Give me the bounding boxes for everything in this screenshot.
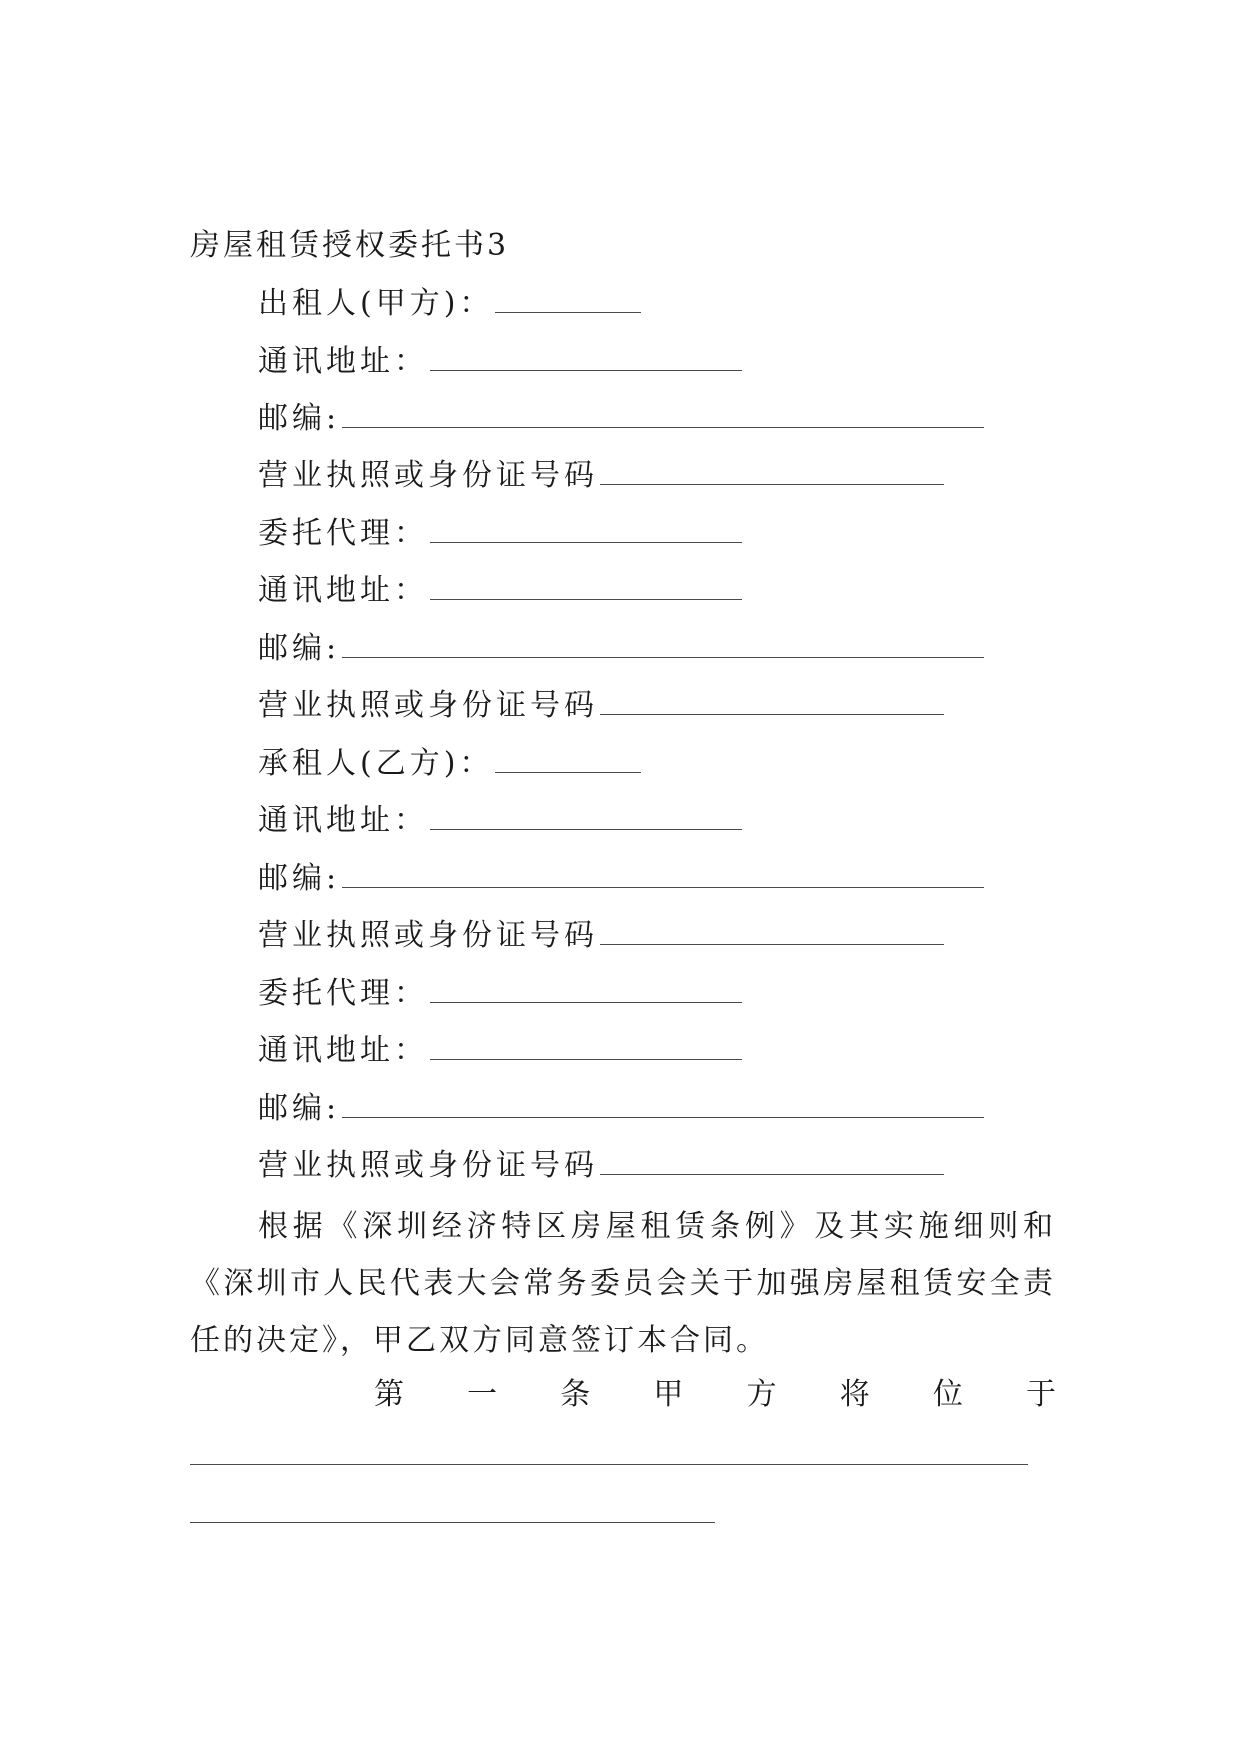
article-one-heading bbox=[374, 1375, 1056, 1415]
blank-line[interactable] bbox=[342, 397, 984, 428]
blank-line[interactable] bbox=[342, 857, 984, 888]
article-char: 位 bbox=[932, 1377, 963, 1412]
field-postcode bbox=[258, 1087, 984, 1129]
field-label: 出租人(甲方)： bbox=[258, 286, 494, 321]
field-label: 邮编: bbox=[258, 401, 341, 436]
field-postcode bbox=[258, 397, 984, 439]
field-agent bbox=[258, 512, 742, 554]
field-postcode bbox=[258, 857, 984, 899]
blank-line[interactable] bbox=[430, 1029, 742, 1060]
article-char: 方 bbox=[746, 1377, 777, 1412]
field-postcode bbox=[258, 627, 984, 669]
field-address bbox=[258, 1029, 742, 1071]
field-label: 营业执照或身份证号码 bbox=[258, 688, 598, 723]
field-address bbox=[258, 340, 742, 382]
field-label: 邮编: bbox=[258, 861, 341, 896]
article-char: 第 bbox=[374, 1377, 404, 1412]
blank-line[interactable] bbox=[430, 569, 742, 600]
field-id-number bbox=[258, 454, 944, 496]
blank-line[interactable] bbox=[600, 454, 944, 485]
field-label: 委托代理： bbox=[258, 516, 428, 551]
blank-line[interactable] bbox=[430, 799, 742, 830]
blank-line[interactable] bbox=[342, 627, 984, 658]
field-label: 营业执照或身份证号码 bbox=[258, 918, 598, 953]
blank-line[interactable] bbox=[190, 1522, 715, 1523]
field-label: 邮编: bbox=[258, 1091, 341, 1126]
field-label: 通讯地址： bbox=[258, 344, 428, 379]
field-id-number bbox=[258, 914, 944, 956]
field-lessor bbox=[258, 282, 641, 324]
blank-line[interactable] bbox=[190, 1464, 1028, 1465]
field-agent bbox=[258, 972, 742, 1014]
field-id-number bbox=[258, 684, 944, 726]
article-char: 于 bbox=[1025, 1377, 1056, 1412]
field-id-number bbox=[258, 1144, 944, 1186]
blank-line[interactable] bbox=[600, 684, 944, 715]
article-char: 条 bbox=[560, 1377, 591, 1412]
field-label: 邮编: bbox=[258, 631, 341, 666]
blank-line[interactable] bbox=[600, 914, 944, 945]
field-address bbox=[258, 799, 742, 841]
blank-line[interactable] bbox=[430, 340, 742, 371]
field-label: 营业执照或身份证号码 bbox=[258, 458, 598, 493]
blank-line[interactable] bbox=[600, 1144, 944, 1175]
blank-line[interactable] bbox=[342, 1087, 984, 1118]
field-label: 通讯地址： bbox=[258, 803, 428, 838]
blank-line[interactable] bbox=[495, 742, 641, 773]
field-label: 通讯地址： bbox=[258, 1033, 428, 1068]
field-label: 承租人(乙方)： bbox=[258, 746, 494, 781]
article-char: 一 bbox=[467, 1377, 498, 1412]
field-lessee bbox=[258, 742, 641, 784]
blank-line[interactable] bbox=[430, 512, 742, 543]
blank-line[interactable] bbox=[430, 972, 742, 1003]
blank-line[interactable] bbox=[495, 282, 641, 313]
article-char: 将 bbox=[839, 1377, 870, 1412]
document-title: 房屋租赁授权委托书3 bbox=[190, 228, 510, 263]
article-char: 甲 bbox=[653, 1377, 684, 1412]
field-address bbox=[258, 569, 742, 611]
intro-paragraph: 根据《深圳经济特区房屋租赁条例》及其实施细则和《深圳市人民代表大会常务委员会关于加强房屋租赁安全责任的决定》，甲乙双方同意签订本合同。 bbox=[190, 1209, 1056, 1358]
field-label: 营业执照或身份证号码 bbox=[258, 1148, 598, 1183]
field-label: 委托代理： bbox=[258, 976, 428, 1011]
field-label: 通讯地址： bbox=[258, 573, 428, 608]
